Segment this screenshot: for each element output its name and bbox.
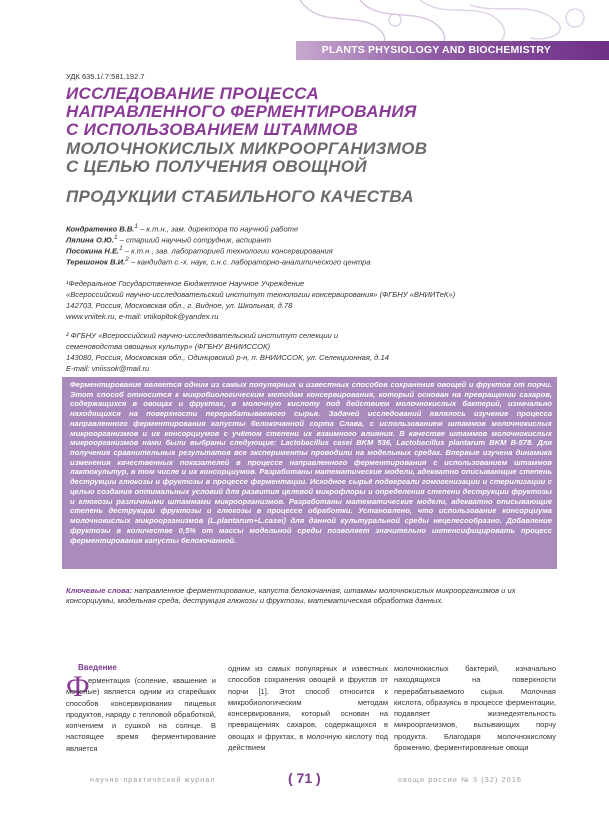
page-number: ( 71 ) <box>288 770 321 786</box>
footer-journal-type: научно-практический журнал <box>90 777 216 784</box>
body-column-1 <box>66 675 216 754</box>
author-role: – кандидат с.-х. наук, с.н.с. лабораторно-аналитического центра <box>128 257 371 267</box>
body-column-1-text: ерментация (соление, квашение и моченые) является одним из старейших способов консервирования пищевых продуктов, наряду с тепловой обработкой, копчением и сушкой на солнце. В настоящее время ферментирование является <box>66 676 216 753</box>
affiliation-2-line: 143080, Россия, Московская обл., Одинцовский р-н, п. ВНИИССОК, ул. Селекционная, д.14 <box>66 353 389 362</box>
keywords-label: Ключевые слова: <box>66 586 133 595</box>
author-sup: 1 <box>119 245 123 252</box>
footer-journal-issue: овощи россии № 3 (32) 2016 <box>398 777 523 784</box>
title-line-5: С ЦЕЛЬЮ ПОЛУЧЕНИЯ ОВОЩНОЙ <box>66 157 367 176</box>
author-sup: 2 <box>125 256 129 263</box>
title-line-4: МОЛОЧНОКИСЛЫХ МИКРООРГАНИЗМОВ <box>66 139 428 158</box>
body-column-2: одним из самых популярных и известных способов сохранения овощей и фруктов от порчи [1]. Этот способ относится к микробиологическим методам консервирования, который основан на превращениях сахаров, содержащихся в овощах и фруктах, в молочную кислоту под действием <box>228 664 388 753</box>
author-sup: 1 <box>134 223 138 230</box>
author-line <box>66 256 371 267</box>
affiliation-1-line: «Всероссийский научно-исследовательский институт технологии консервирования» (ФГБНУ «ВНИИТеК») <box>66 290 456 299</box>
title-line-6: ПРОДУКЦИИ СТАБИЛЬНОГО КАЧЕСТВА <box>66 187 414 206</box>
affiliation-1-email: www.vniitek.ru, e-mail: vnikopltok@yandex.ru <box>66 312 219 321</box>
affiliation-1-line: ¹Федеральное Государственное Бюджетное Научное Учреждение <box>66 279 305 288</box>
author-name: Терешонок В.И. <box>66 257 126 267</box>
affiliation-2-email: E-mail: vniissok@mail.ru <box>66 364 150 373</box>
title-line-1: ИССЛЕДОВАНИЕ ПРОЦЕССА <box>66 84 319 103</box>
author-name: Лялина О.Ю. <box>66 235 115 245</box>
author-role: – к.т.н., зав. лабораторией технологии консервирования <box>122 246 333 256</box>
section-heading-introduction: Введение <box>78 663 117 672</box>
keywords <box>66 586 556 606</box>
author-role: – старший научный сотрудник, аспирант <box>117 235 272 245</box>
keywords-text: направленное ферментирование, капуста белокочанная, штаммы молочнокислых микроорганизмов и их консорциумы, модельная среда, деструкция глюкозы и фруктозы, математическая обработка данных. <box>66 586 516 605</box>
author-sup: 1 <box>114 234 118 241</box>
title-line-2: НАПРАВЛЕННОГО ФЕРМЕНТИРОВАНИЯ <box>66 102 417 121</box>
author-role: – к.т.н., зам. директора по научной работе <box>137 224 299 234</box>
author-name: Кондратенко В.В. <box>66 224 135 234</box>
udk-code: УДК 635.1/.7:581.192.7 <box>66 72 145 81</box>
section-title: PLANTS PHYSIOLOGY AND BIOCHEMISTRY <box>321 44 551 56</box>
drop-cap: Ф <box>66 670 90 703</box>
affiliation-1-line: 142703, Россия, Московская обл., г. Видное, ул. Школьная, д.78 <box>66 301 293 310</box>
author-line <box>66 223 298 234</box>
abstract-text: Ферментирование является одним из самых популярных и известных способов сохранения овощей и фруктов от порчи. Этот способ относится к микробиологическим методам консервирования, который основан на превращении сахаров, содержащихся в овощах и фруктах, в молочную кислоту под действием молочнокислых бактерий, изначально находящихся на поверхности перерабатываемого сырья. Задачей исследований являлось изучение процесса направленного ферментирования капусты белокочанной сорта Слава, с использованием штаммов молочнокислых микроорганизмов и их консорциумов с учётом степени их взаимного влияния. В качестве штаммов молочнокислых микроорганизмов нами были выбраны следующие: Lactobacillus casei BKM 536, Lactobacillus plantarum BKM B-578. Для получения сравнительных результатов все эксперименты проводили на модельных средах. Впервые изучена динамика изменения качественных показателей в процессе направленного ферментирования с использованием штаммов лактокультур, в том числе и их консорциумов. Разработаны математические модели, адекватно описывающие степень деструкции глюкозы и фруктозы в процессе ферментации. Исходное сырьё подвергали гомогенизации и стерилизации с целью создания оптимальных условий для развития целевой микрофлоры и определения степени деструкции фруктозы и глюкозы различными штаммами микроорганизмов. Разработаны математические модели, адекватно описывающие степень деструкции фруктозы и глюкозы в процессе обработки. Установлено, что использование консорциума молочнокислых микроорганизмов (L.plantarum+L.casei) для данной культуральной среды нецелесообразно. Добавление фруктозы в количестве 0,5% от массы модельной среды позволяет значительно интенсифицировать процесс ферментирования капусты белокочанной. <box>70 380 552 545</box>
affiliation-2-line: ² ФГБНУ «Всероссийский научно-исследовательский институт селекции и <box>66 331 339 340</box>
affiliation-2-line: семеноводства овощных культур» (ФГБНУ ВНИИССОК) <box>66 342 270 351</box>
author-line <box>66 245 333 256</box>
title-line-3: С ИСПОЛЬЗОВАНИЕМ ШТАММОВ <box>66 120 359 139</box>
author-name: Посокина Н.Е. <box>66 246 120 256</box>
author-line <box>66 234 271 245</box>
body-column-3: молочнокислых бактерий, изначально находящихся на поверхности перерабатываемого сырья. Молочная кислота, образуясь в процессе ферментации, подавляет жизнедеятельность микроорганизмов, вызывающих порчу продукта. Благодаря молочнокислому брожению, ферментированные овощи <box>394 664 556 753</box>
